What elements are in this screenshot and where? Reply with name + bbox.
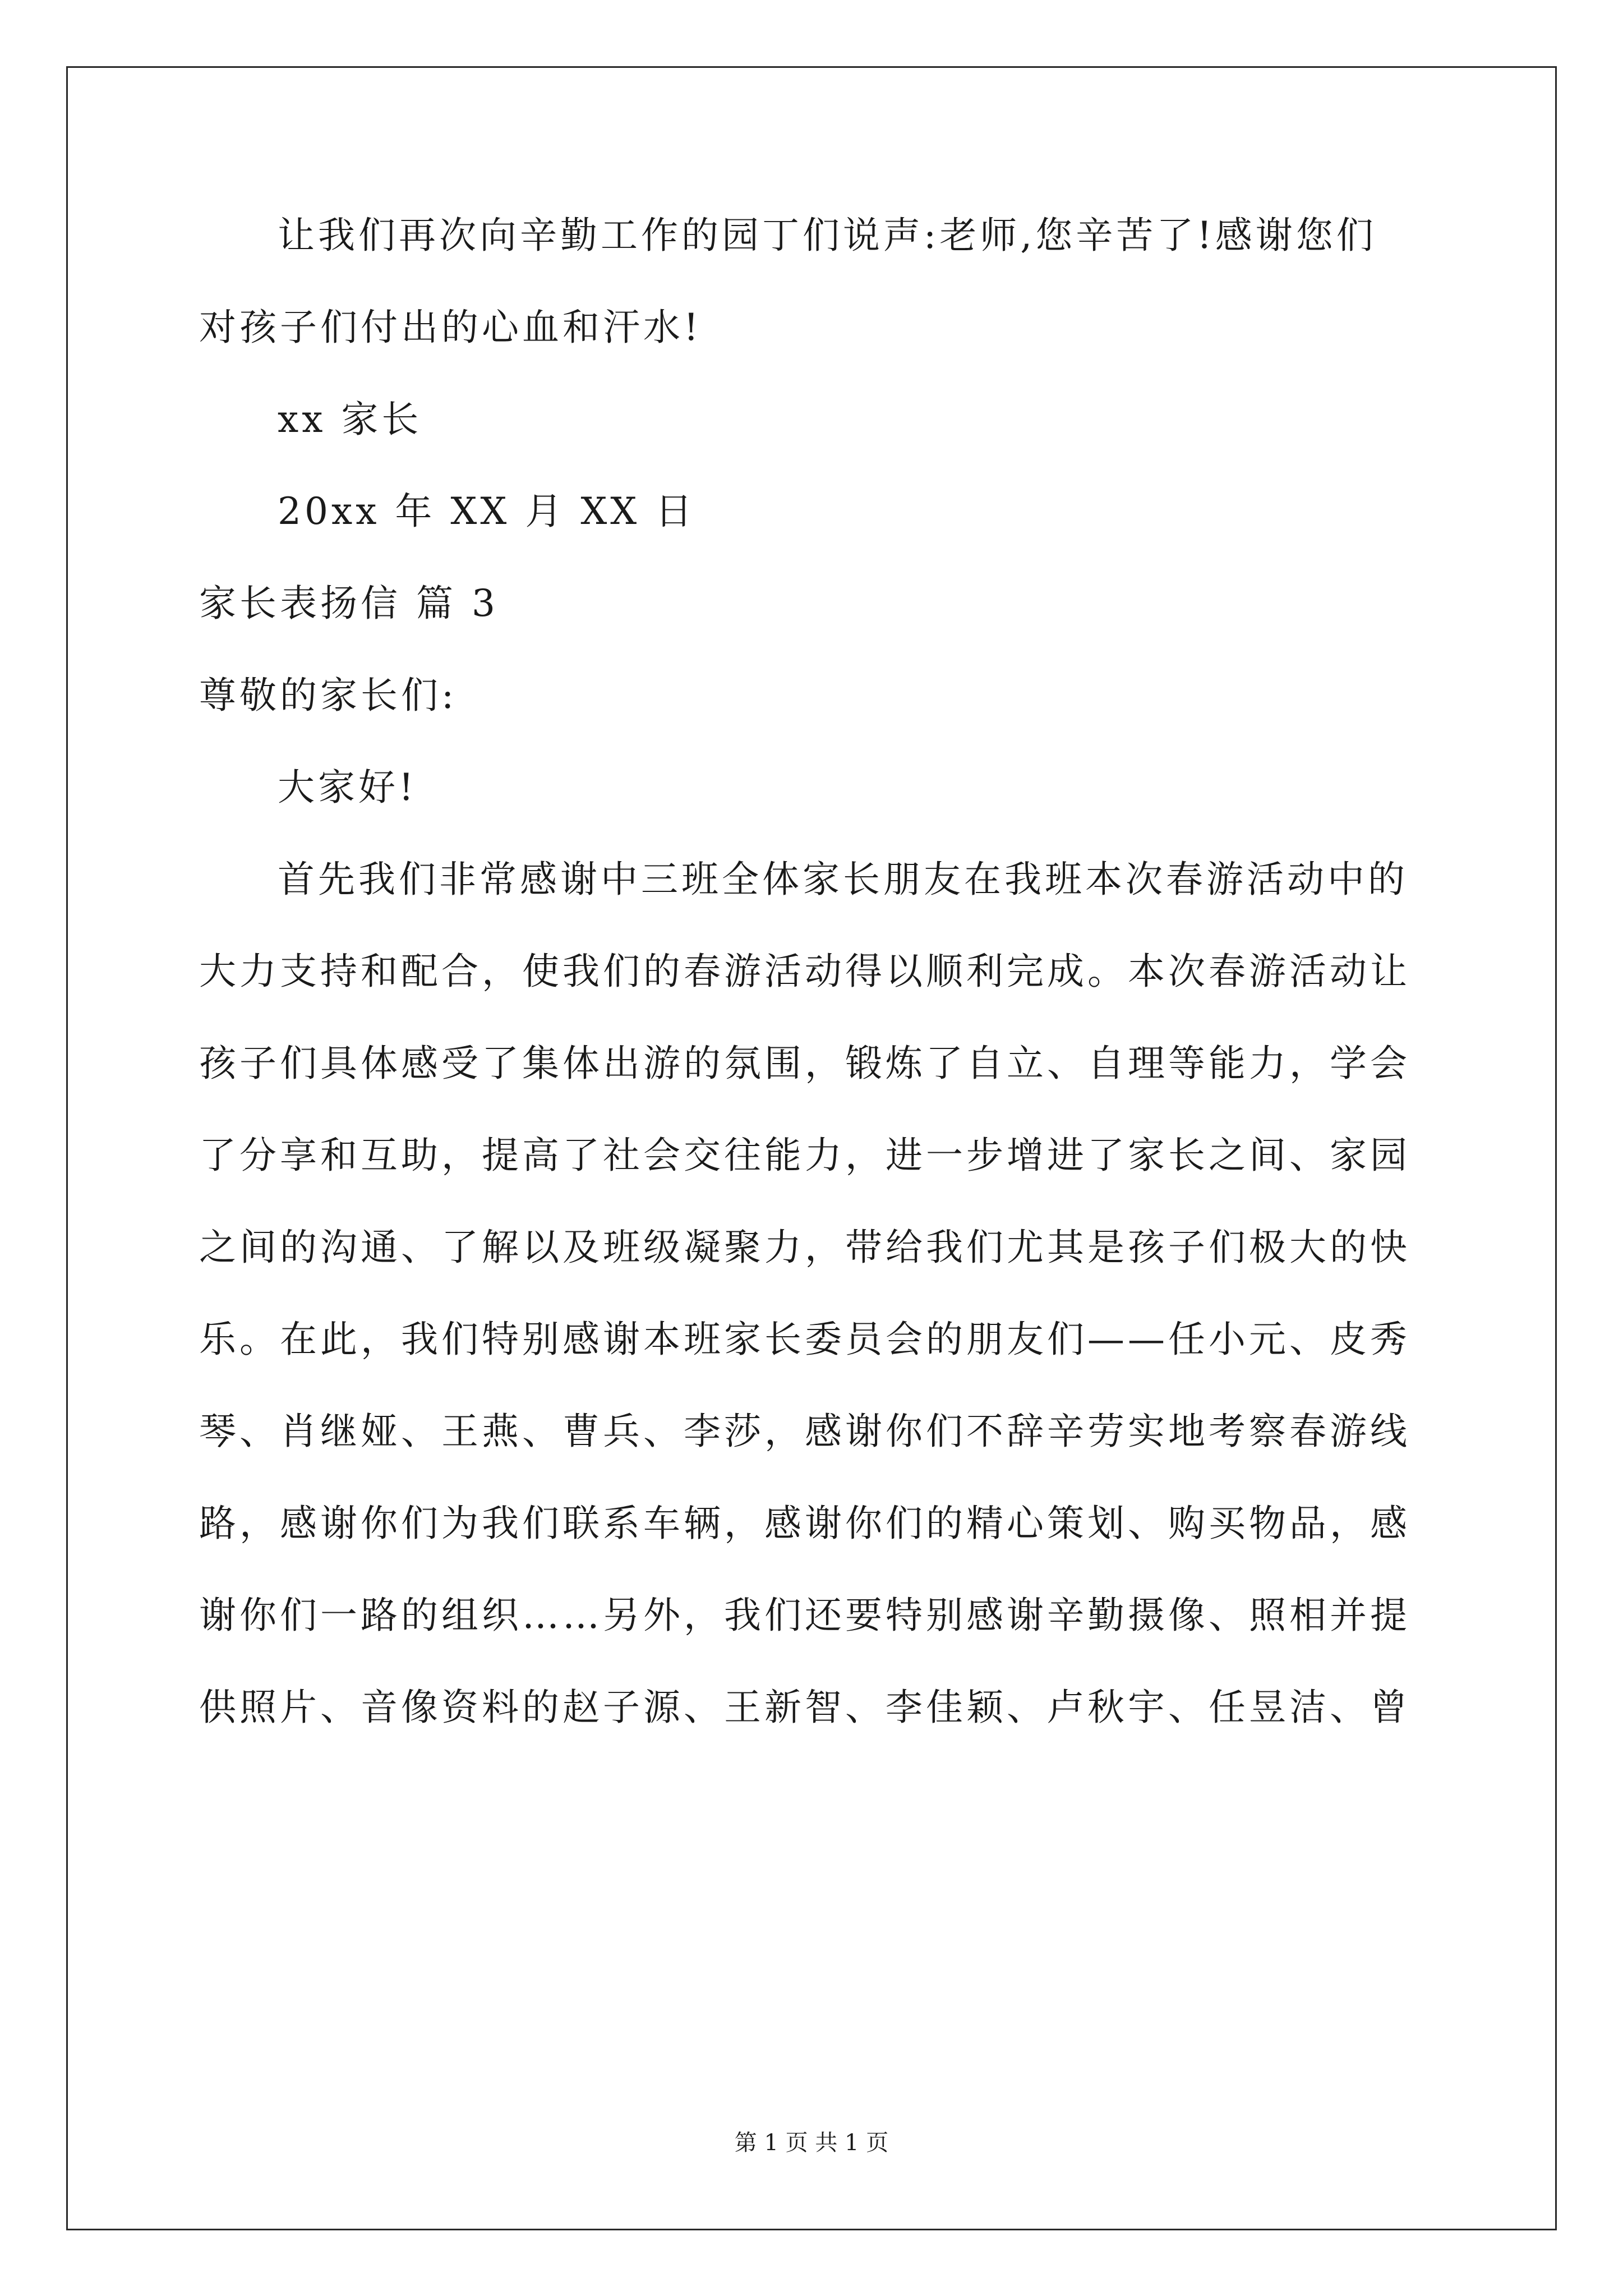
text-line: 路，感谢你们为我们联系车辆，感谢你们的精心策划、购买物品，感 bbox=[199, 1502, 1410, 1545]
text-line: 大力支持和配合，使我们的春游活动得以顺利完成。本次春游活动让 bbox=[199, 950, 1410, 993]
text-line: 对孩子们付出的心血和汗水! bbox=[199, 306, 702, 349]
signature-line: xx 家长 bbox=[278, 398, 422, 441]
greeting: 大家好! bbox=[278, 766, 417, 809]
text-line: 之间的沟通、了解以及班级凝聚力，带给我们尤其是孩子们极大的快 bbox=[199, 1226, 1410, 1269]
section-title: 家长表扬信 篇 3 bbox=[199, 582, 499, 625]
text-line: 琴、肖继娅、王燕、曹兵、李莎，感谢你们不辞辛劳实地考察春游线 bbox=[199, 1410, 1410, 1453]
salutation: 尊敬的家长们: bbox=[199, 674, 458, 717]
text-line: 供照片、音像资料的赵子源、王新智、李佳颖、卢秋宇、任昱洁、曾 bbox=[199, 1686, 1410, 1729]
text-line: 让我们再次向辛勤工作的园丁们说声:老师,您辛苦了!感谢您们 bbox=[278, 214, 1377, 257]
date-line: 20xx 年 XX 月 XX 日 bbox=[278, 490, 696, 533]
text-line: 首先我们非常感谢中三班全体家长朋友在我班本次春游活动中的 bbox=[278, 858, 1408, 901]
text-line: 谢你们一路的组织……另外，我们还要特别感谢辛勤摄像、照相并提 bbox=[199, 1594, 1410, 1637]
text-line: 孩子们具体感受了集体出游的氛围，锻炼了自立、自理等能力，学会 bbox=[199, 1042, 1410, 1085]
text-line: 乐。在此，我们特别感谢本班家长委员会的朋友们——任小元、皮秀 bbox=[199, 1318, 1410, 1361]
page-footer: 第 1 页 共 1 页 bbox=[734, 2130, 889, 2156]
text-line: 了分享和互助，提高了社会交往能力，进一步增进了家长之间、家园 bbox=[199, 1134, 1410, 1177]
